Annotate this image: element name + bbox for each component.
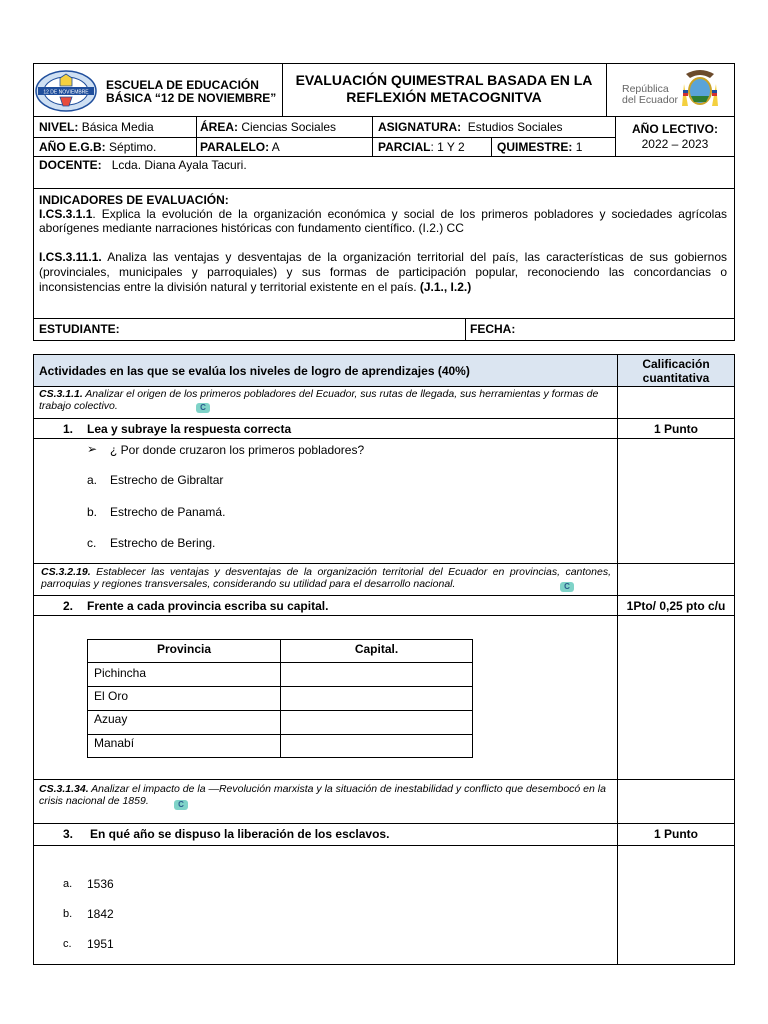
school-name-line1: ESCUELA DE EDUCACIÓN <box>106 78 259 92</box>
question-3-text: En qué año se dispuso la liberación de los esclavos. <box>90 827 390 841</box>
skill-1-code: CS.3.1.1. <box>39 388 83 400</box>
docente-field <box>39 158 247 172</box>
docente-label: DOCENTE: <box>39 158 102 172</box>
q1-option-b-letter: b. <box>87 505 98 519</box>
q3-option-a[interactable]: 1536 <box>87 877 114 891</box>
table-header-provincia: Provincia <box>156 642 212 656</box>
paralelo-label: PARALELO: <box>200 140 270 154</box>
q3-option-b[interactable]: 1842 <box>87 907 114 921</box>
quimestre-field <box>497 140 582 154</box>
comment-marker-icon[interactable]: C <box>560 582 574 592</box>
question-1-points: 1 Punto <box>654 422 698 436</box>
indicator-1-code: I.CS.3.1.1 <box>39 207 93 221</box>
question-2-text: Frente a cada provincia escriba su capital. <box>87 599 329 613</box>
parcial-value: : 1 Y 2 <box>430 140 465 154</box>
gov-label-line2: del Ecuador <box>622 94 679 106</box>
province-cell: Pichincha <box>94 666 147 680</box>
province-cell: El Oro <box>94 689 129 703</box>
skill-2-text: Establecer las ventajas y desventajas de la organización territorial del Ecuador en provincias, cantones, parroquias y regiones transversales, considerando su utilidad para el desarrollo nacional. <box>41 566 611 590</box>
ecuador-coat-of-arms <box>680 66 720 112</box>
indicator-1-text: . Explica la evolución de la organización económica y social de los primeros pobladores y sociedades agrícolas aborígenes mediante narraciones históricas con fundamento científico. (I.2.) CC <box>39 207 727 235</box>
school-name-line2: BÁSICA “12 DE NOVIEMBRE” <box>106 91 277 105</box>
table-header-capital: Capital. <box>354 642 399 656</box>
arrow-bullet-icon: ➢ <box>87 442 98 456</box>
question-1-prompt: ¿ Por donde cruzaron los primeros pobladores? <box>110 443 365 457</box>
province-cell: Manabí <box>94 736 135 750</box>
province-cell: Azuay <box>94 712 128 726</box>
quimestre-label: QUIMESTRE: <box>497 140 573 154</box>
ano-lectivo-value: 2022 – 2023 <box>641 137 709 151</box>
q3-option-b-letter: b. <box>63 908 73 920</box>
q3-option-c[interactable]: 1951 <box>87 937 114 951</box>
skill-cs-3-1-1 <box>39 388 611 412</box>
egb-field <box>39 140 156 154</box>
nivel-field <box>39 120 154 134</box>
q3-option-a-letter: a. <box>63 878 73 890</box>
q1-option-c-letter: c. <box>87 536 97 550</box>
nivel-value: Básica Media <box>81 120 154 134</box>
skill-3-text: Analizar el impacto de la ―Revolución marxista y la situación de inestabilidad y conflicto que desembocó en la crisis nacional de 1859. <box>39 783 606 807</box>
question-3-number: 3. <box>63 827 74 841</box>
q1-option-c[interactable]: Estrecho de Bering. <box>110 536 216 550</box>
gov-label-line1: República <box>622 83 669 95</box>
comment-marker-icon[interactable]: C <box>196 403 210 413</box>
document-title-line1: EVALUACIÓN QUIMESTRAL BASADA EN LA <box>295 72 593 88</box>
skill-cs-3-2-19 <box>41 566 611 590</box>
q1-option-a[interactable]: Estrecho de Gibraltar <box>110 473 224 487</box>
capital-input-manabi[interactable] <box>280 734 473 758</box>
question-3-points: 1 Punto <box>654 827 698 841</box>
question-2-number: 2. <box>63 599 74 613</box>
egb-label: AÑO E.G.B: <box>39 140 106 154</box>
school-logo <box>34 68 98 114</box>
calificacion-header-line2: cuantitativa <box>642 371 710 385</box>
indicator-2-code: I.CS.3.11.1. <box>39 250 102 264</box>
comment-marker-icon[interactable]: C <box>174 800 188 810</box>
docente-value: Lcda. Diana Ayala Tacuri. <box>111 158 247 172</box>
skill-1-text: Analizar el origen de los primeros pobladores del Ecuador, sus rutas de llegada, sus herramientas y formas de trabajo colectivo. <box>39 388 599 412</box>
document-title-line2: REFLEXIÓN METACOGNITVA <box>346 89 542 105</box>
parcial-label: PARCIAL <box>378 140 431 154</box>
area-field <box>200 120 336 134</box>
indicator-2-tail: (J.1., I.2.) <box>419 280 472 294</box>
asignatura-value: Estudios Sociales <box>467 120 563 134</box>
activities-header: Actividades en las que se evalúa los niveles de logro de aprendizajes (40%) <box>39 364 470 378</box>
skill-3-code: CS.3.1.34. <box>39 783 89 795</box>
quimestre-value: 1 <box>575 140 583 154</box>
indicator-2 <box>39 250 727 295</box>
ano-lectivo-label: AÑO LECTIVO: <box>632 122 718 136</box>
asignatura-field <box>378 120 563 134</box>
fecha-label: FECHA: <box>470 322 516 336</box>
parcial-field <box>378 140 465 154</box>
capital-input-pichincha[interactable] <box>280 662 473 687</box>
question-1-text: Lea y subraye la respuesta correcta <box>87 422 292 436</box>
q3-option-c-letter: c. <box>63 938 72 950</box>
nivel-label: NIVEL: <box>39 120 79 134</box>
capital-input-el-oro[interactable] <box>280 686 473 711</box>
skill-2-code: CS.3.2.19. <box>41 566 91 578</box>
area-label: ÁREA: <box>200 120 238 134</box>
q1-option-a-letter: a. <box>87 473 98 487</box>
svg-text:12 DE NOVIEMBRE: 12 DE NOVIEMBRE <box>43 89 89 96</box>
paralelo-field <box>200 140 280 154</box>
question-2-points: 1Pto/ 0,25 pto c/u <box>626 599 726 613</box>
paralelo-value: A <box>271 140 280 154</box>
egb-value: Séptimo. <box>109 140 157 154</box>
indicator-2-text: Analiza las ventajas y desventajas de la organización territorial del país, las características de sus gobiernos (provinciales, municipales y parroquiales) y sus formas de participación popular, reconociendo las concordancias o inconsistencias entre la división natural y territorial existente en el país. <box>39 250 727 294</box>
indicators-heading: INDICADORES DE EVALUACIÓN: <box>39 193 229 207</box>
skill-cs-3-1-34 <box>39 783 611 807</box>
asignatura-label: ASIGNATURA: <box>378 120 462 134</box>
indicator-1 <box>39 207 727 235</box>
area-value: Ciencias Sociales <box>241 120 337 134</box>
calificacion-header-line1: Calificación <box>642 357 710 371</box>
capital-input-azuay[interactable] <box>280 710 473 735</box>
estudiante-label: ESTUDIANTE: <box>39 322 120 336</box>
question-1-number: 1. <box>63 422 74 436</box>
q1-option-b[interactable]: Estrecho de Panamá. <box>110 505 226 519</box>
